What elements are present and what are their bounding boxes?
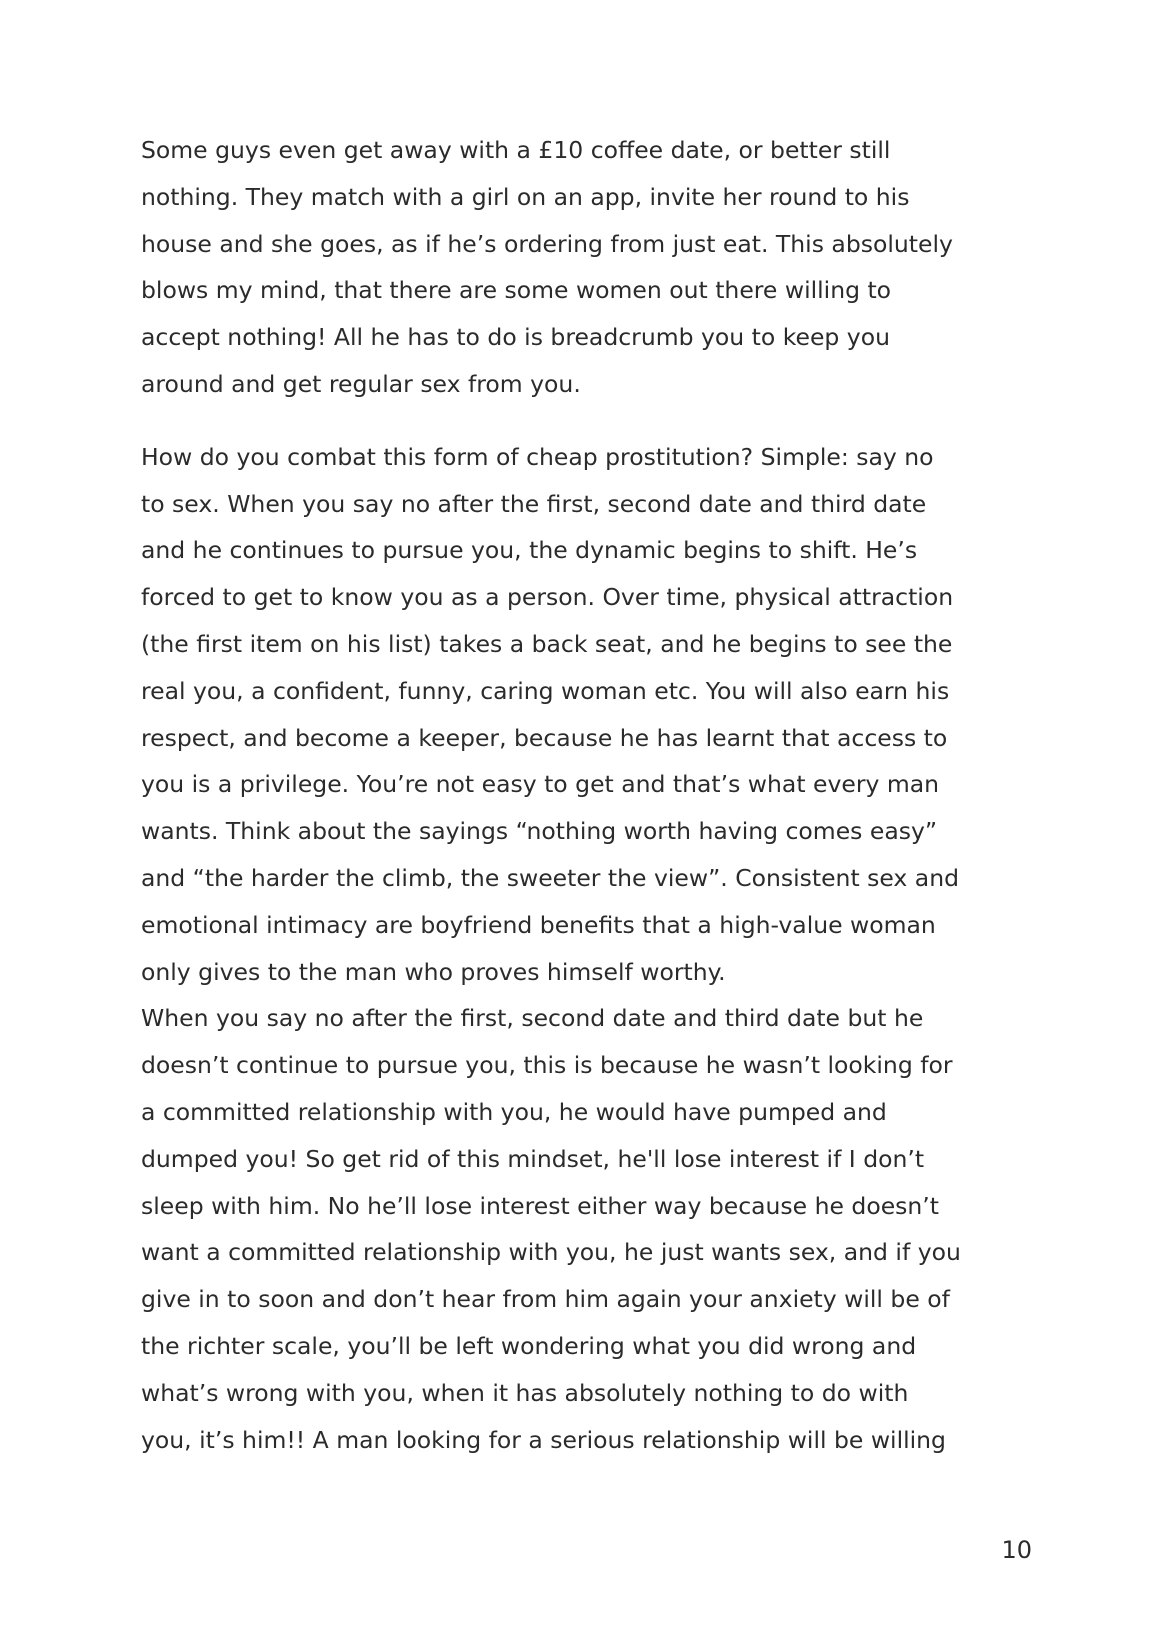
paragraph-3 — [141, 995, 1037, 1463]
text-line: want a committed relationship with you, he just wants sex, and if you — [141, 1238, 961, 1267]
text-line: doesn’t continue to pursue you, this is because he wasn’t looking for — [141, 1051, 953, 1080]
text-line: what’s wrong with you, when it has absolutely nothing to do with — [141, 1378, 909, 1407]
text-line: blows my mind, that there are some women out there willing to — [141, 276, 892, 305]
paragraph-1 — [141, 127, 1037, 408]
text-line: house and she goes, as if he’s ordering from just eat. This absolutely — [141, 229, 953, 258]
text-line: forced to get to know you as a person. Over time, physical attraction — [141, 583, 954, 612]
text-line: sleep with him. No he’ll lose interest either way because he doesn’t — [141, 1191, 939, 1220]
page-number: 10 — [1001, 1536, 1032, 1564]
text-line: dumped you! So get rid of this mindset, he'll lose interest if I don’t — [141, 1144, 925, 1173]
text-line: respect, and become a keeper, because he has learnt that access to — [141, 723, 948, 752]
text-line: you is a privilege. You’re not easy to get and that’s what every man — [141, 770, 940, 799]
text-line: How do you combat this form of cheap prostitution? Simple: say no — [141, 442, 934, 471]
text-line: only gives to the man who proves himself worthy. — [141, 957, 726, 986]
paragraph-spacer — [141, 408, 1037, 434]
text-line: to sex. When you say no after the first, second date and third date — [141, 489, 927, 518]
text-line: When you say no after the first, second date and third date but he — [141, 1004, 924, 1033]
text-line: nothing. They match with a girl on an app, invite her round to his — [141, 182, 910, 211]
text-line: around and get regular sex from you. — [141, 369, 581, 398]
text-line: (the first item on his list) takes a back seat, and he begins to see the — [141, 629, 953, 658]
text-line: you, it’s him!! A man looking for a serious relationship will be willing — [141, 1425, 946, 1454]
text-line: and he continues to pursue you, the dynamic begins to shift. He’s — [141, 536, 918, 565]
text-line: a committed relationship with you, he would have pumped and — [141, 1097, 887, 1126]
body-text — [141, 127, 1037, 1463]
text-line: give in to soon and don’t hear from him again your anxiety will be of — [141, 1285, 950, 1314]
text-line: real you, a confident, funny, caring woman etc. You will also earn his — [141, 676, 950, 705]
text-line: and “the harder the climb, the sweeter the view”. Consistent sex and — [141, 863, 960, 892]
text-line: Some guys even get away with a £10 coffee date, or better still — [141, 136, 891, 164]
text-line: wants. Think about the sayings “nothing worth having comes easy” — [141, 817, 938, 846]
text-line: emotional intimacy are boyfriend benefits that a high-value woman — [141, 910, 936, 939]
text-line: accept nothing! All he has to do is breadcrumb you to keep you — [141, 323, 890, 352]
text-line: the richter scale, you’ll be left wondering what you did wrong and — [141, 1331, 917, 1360]
paragraph-2 — [141, 434, 1037, 996]
